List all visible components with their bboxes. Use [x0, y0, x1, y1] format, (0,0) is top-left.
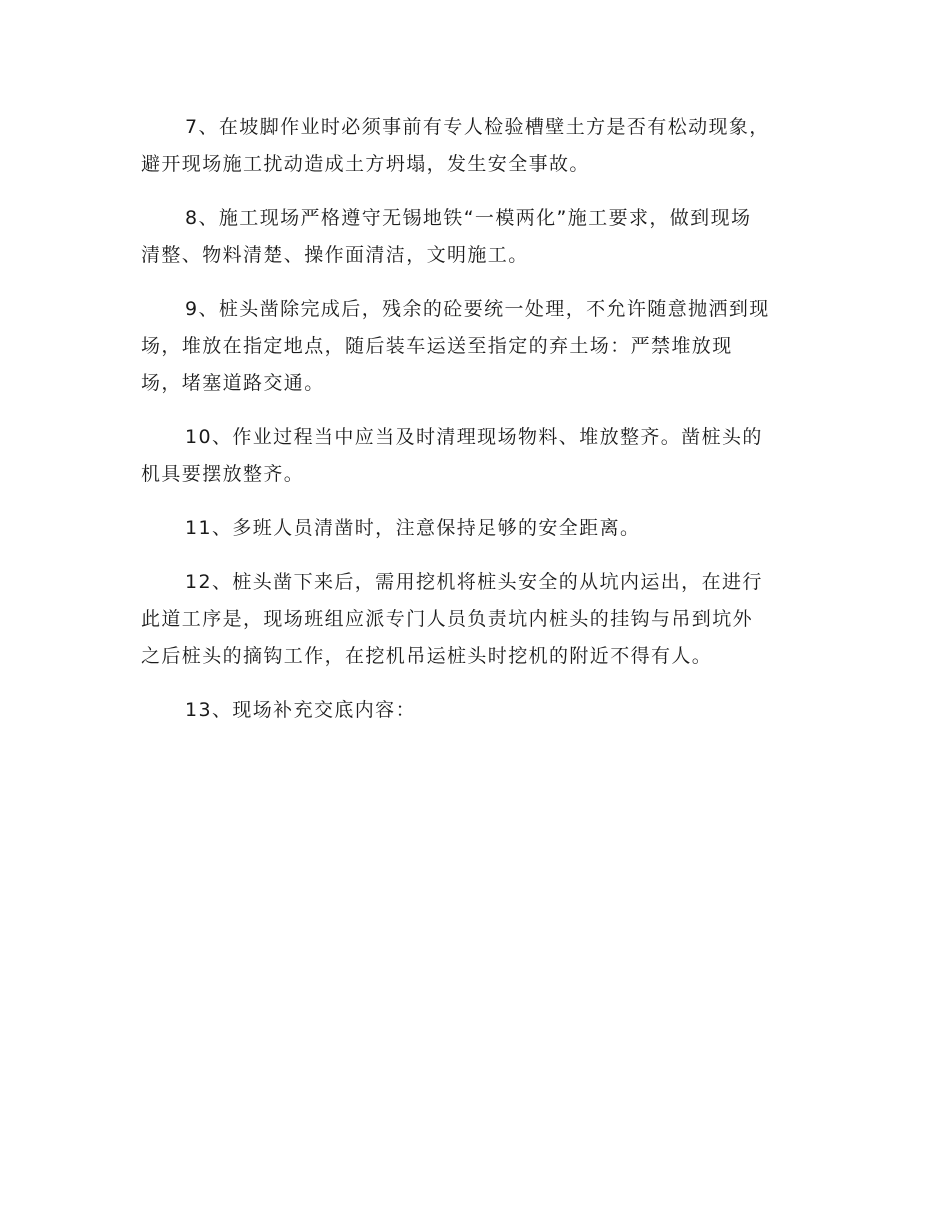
- paragraph-line: 避开现场施工扰动造成土方坍塌，发生安全事故。: [141, 153, 590, 175]
- paragraph-line: 清整、物料清楚、操作面清洁，文明施工。: [141, 244, 529, 266]
- paragraph-line: 场，堆放在指定地点，随后装车运送至指定的弃土场：严禁堆放现: [141, 335, 733, 357]
- paragraph-line: 11、多班人员清凿时，注意保持足够的安全距离。: [185, 517, 641, 539]
- paragraph-line: 机具要摆放整齐。: [141, 463, 305, 485]
- paragraph-13: [141, 692, 813, 729]
- paragraph-line: 13、现场补充交底内容：: [185, 699, 416, 721]
- paragraph-line: 12、桩头凿下来后，需用挖机将桩头安全的从坑内运出，在进行: [185, 571, 763, 593]
- paragraph-11: [141, 510, 813, 547]
- paragraph-8: [141, 200, 813, 274]
- document-body: [141, 109, 813, 746]
- paragraph-line: 7、在坡脚作业时必须事前有专人检验槽壁土方是否有松动现象，: [185, 116, 770, 138]
- paragraph-line: 9、桩头凿除完成后，残余的砼要统一处理，不允许随意抛洒到现: [185, 298, 770, 320]
- paragraph-line: 场，堵塞道路交通。: [141, 372, 325, 394]
- paragraph-10: [141, 419, 813, 493]
- paragraph-line: 此道工序是，现场班组应派专门人员负责坑内桩头的挂钩与吊到坑外: [141, 608, 754, 630]
- paragraph-line: 10、作业过程当中应当及时清理现场物料、堆放整齐。凿桩头的: [185, 426, 763, 448]
- paragraph-9: [141, 291, 813, 402]
- paragraph-7: [141, 109, 813, 183]
- paragraph-12: [141, 564, 813, 675]
- paragraph-line: 8、施工现场严格遵守无锡地铁“一模两化”施工要求，做到现场: [185, 207, 752, 229]
- paragraph-line: 之后桩头的摘钩工作，在挖机吊运桩头时挖机的附近不得有人。: [141, 645, 713, 667]
